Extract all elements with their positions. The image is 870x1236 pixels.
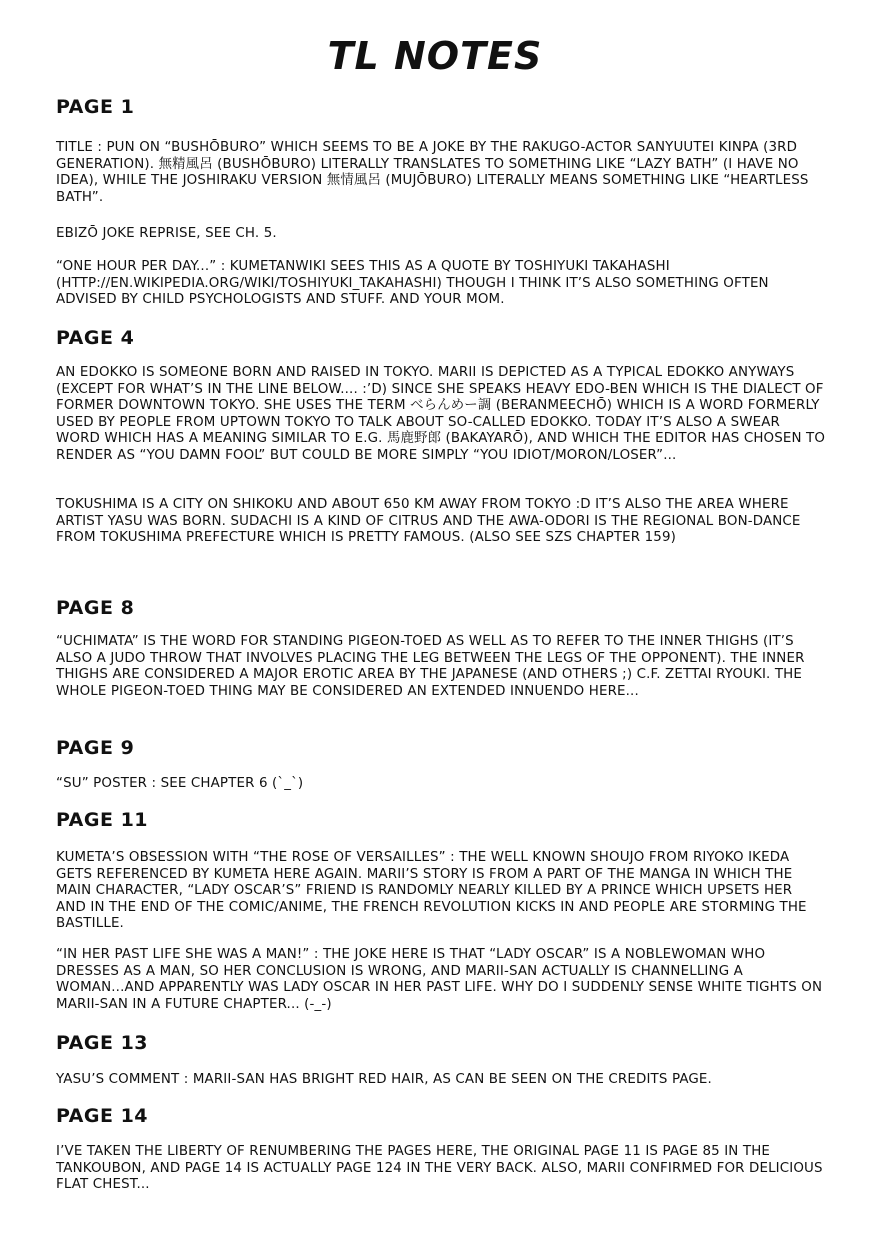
note-paragraph: “UCHIMATA” IS THE WORD FOR STANDING PIGEON-TOED AS WELL AS TO REFER TO THE INNER THIGHS (IT’S ALSO A JUDO THROW THAT INVOLVES PLACING THE LEG BETWEEN THE LEGS OF THE OPPONENT). THE INNER THIGHS ARE CONSIDERED A MAJOR EROTIC AREA BY THE JAPANESE (AND OTHERS ;) C.F. ZETTAI RYOUKI. THE WHOLE PIGEON-TOED THING MAY BE CONSIDERED AN EXTENDED INNUENDO HERE... — [56, 634, 805, 699]
section-heading-page-11: PAGE 11 — [56, 809, 149, 831]
section-heading-page-4: PAGE 4 — [56, 327, 135, 349]
note-paragraph: AN EDOKKO IS SOMEONE BORN AND RAISED IN TOKYO. MARII IS DEPICTED AS A TYPICAL EDOKKO ANYWAYS (EXCEPT FOR WHAT’S IN THE LINE BELOW.... :’D) SINCE SHE SPEAKS HEAVY EDO-BEN WHICH IS THE DIALECT OF FORMER DOWNTOWN TOKYO. SHE USES THE TERM べらんめー調 (BERANMEECHŌ) WHICH IS A WORD FORMERLY USED BY PEOPLE FROM UPTOWN TOKYO TO TALK ABOUT SO-CALLED EDOKKO. TODAY IT’S ALSO A SWEAR WORD WHICH HAS A MEANING SIMILAR TO E.G. 馬鹿野郎 (BAKAYARŌ), AND WHICH THE EDITOR HAS CHOSEN TO RENDER AS “YOU DAMN FOOL” BUT COULD BE MORE SIMPLY “YOU IDIOT/MORON/LOSER”... — [56, 365, 826, 463]
note-paragraph: TOKUSHIMA IS A CITY ON SHIKOKU AND ABOUT 650 KM AWAY FROM TOKYO :D IT’S ALSO THE AREA WHERE ARTIST YASU WAS BORN. SUDACHI IS A KIND OF CITRUS AND THE AWA-ODORI IS THE REGIONAL BON-DANCE FROM TOKUSHIMA PREFECTURE WHICH IS PRETTY FAMOUS. (ALSO SEE SZS CHAPTER 159) — [56, 497, 801, 546]
note-paragraph: EBIZŌ JOKE REPRISE, SEE CH. 5. — [56, 226, 277, 241]
note-paragraph: I’VE TAKEN THE LIBERTY OF RENUMBERING THE PAGES HERE, THE ORIGINAL PAGE 11 IS PAGE 85 IN THE TANKOUBON, AND PAGE 14 IS ACTUALLY PAGE 124 IN THE VERY BACK. ALSO, MARII CONFIRMED FOR DELICIOUS FLAT CHEST... — [56, 1144, 823, 1193]
note-paragraph: KUMETA’S OBSESSION WITH “THE ROSE OF VERSAILLES” : THE WELL KNOWN SHOUJO FROM RIYOKO IKEDA GETS REFERENCED BY KUMETA HERE AGAIN. MARII’S STORY IS FROM A PART OF THE MANGA IN WHICH THE MAIN CHARACTER, “LADY OSCAR’S” FRIEND IS RANDOMLY NEARLY KILLED BY A PRINCE WHICH UPSETS HER AND IN THE END OF THE COMIC/ANIME, THE FRENCH REVOLUTION KICKS IN AND PEOPLE ARE STORMING THE BASTILLE. — [56, 850, 807, 932]
note-paragraph: “IN HER PAST LIFE SHE WAS A MAN!” : THE JOKE HERE IS THAT “LADY OSCAR” IS A NOBLEWOMAN WHO DRESSES AS A MAN, SO HER CONCLUSION IS WRONG, AND MARII-SAN ACTUALLY IS CHANNELLING A WOMAN...AND APPARENTLY WAS LADY OSCAR IN HER PAST LIFE. WHY DO I SUDDENLY SENSE WHITE TIGHTS ON MARII-SAN IN A FUTURE CHAPTER... (-_-) — [56, 947, 823, 1012]
note-paragraph: TITLE : PUN ON “BUSHŌBURO” WHICH SEEMS TO BE A JOKE BY THE RAKUGO-ACTOR SANYUUTEI KINPA (3RD GENERATION). 無精風呂 (BUSHŌBURO) LITERALLY TRANSLATES TO SOMETHING LIKE “LAZY BATH” (I HAVE NO IDEA), WHILE THE JOSHIRAKU VERSION 無情風呂 (MUJŌBURO) LITERALLY MEANS SOMETHING LIKE “HEARTLESS BATH”. — [56, 140, 809, 205]
note-paragraph: YASU’S COMMENT : MARII-SAN HAS BRIGHT RED HAIR, AS CAN BE SEEN ON THE CREDITS PAGE. — [56, 1072, 712, 1087]
section-heading-page-8: PAGE 8 — [56, 597, 135, 619]
section-heading-page-14: PAGE 14 — [56, 1105, 149, 1127]
section-heading-page-1: PAGE 1 — [56, 96, 135, 118]
page-title: TL NOTES — [327, 34, 543, 78]
note-paragraph: “SU” POSTER : SEE CHAPTER 6 (`_`) — [56, 776, 304, 791]
section-heading-page-13: PAGE 13 — [56, 1032, 149, 1054]
note-paragraph: “ONE HOUR PER DAY...” : KUMETANWIKI SEES THIS AS A QUOTE BY TOSHIYUKI TAKAHASHI (HTTP://EN.WIKIPEDIA.ORG/WIKI/TOSHIYUKI_TAKAHASHI) THOUGH I THINK IT’S ALSO SOMETHING OFTEN ADVISED BY CHILD PSYCHOLOGISTS AND STUFF. AND YOUR MOM. — [56, 259, 769, 308]
section-heading-page-9: PAGE 9 — [56, 737, 135, 759]
